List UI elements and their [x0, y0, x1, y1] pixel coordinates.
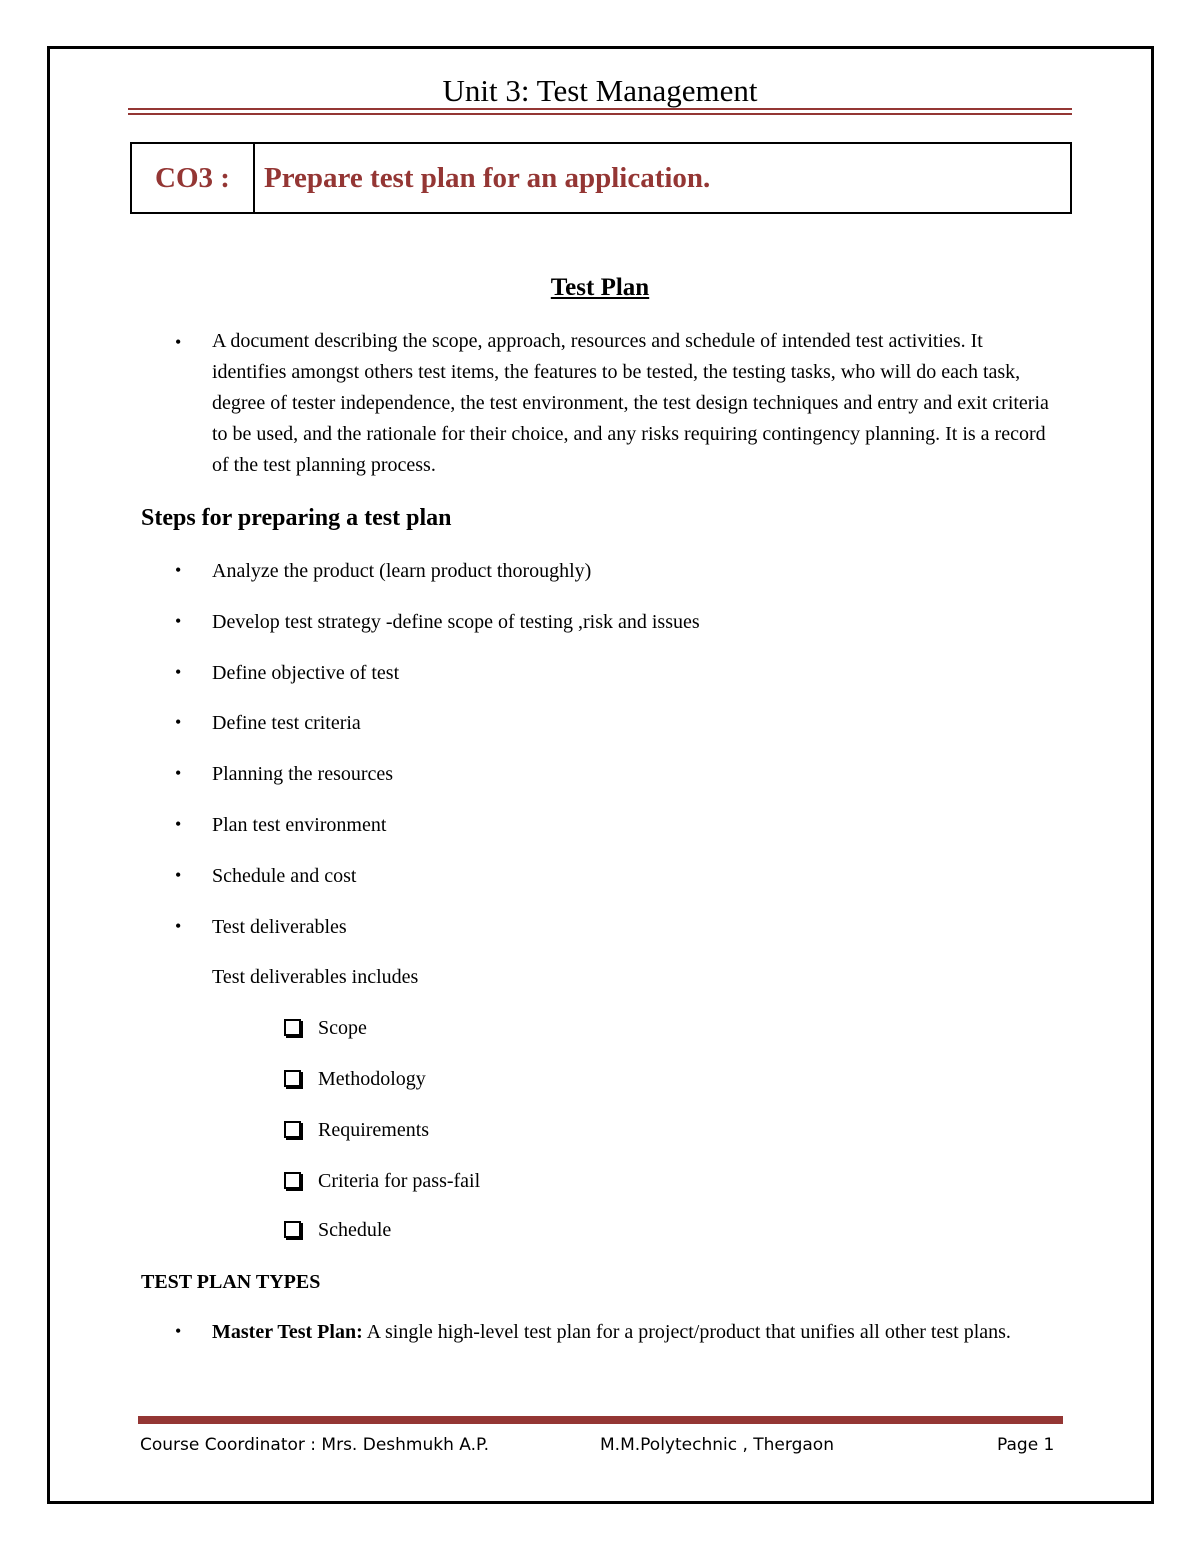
step-item: Develop test strategy -define scope of testing ,risk and issues [212, 611, 700, 633]
bullet-icon: • [175, 560, 182, 580]
deliverable-item: Schedule [318, 1219, 392, 1241]
course-outcome-label: CO3 : [132, 144, 255, 212]
master-test-plan-item [212, 1317, 1072, 1348]
course-outcome-text: Prepare test plan for an application. [264, 161, 711, 194]
bullet-icon: • [175, 712, 182, 732]
course-outcome-box [130, 142, 1072, 214]
bullet-icon: • [175, 332, 182, 352]
footer-coordinator: Course Coordinator : Mrs. Deshmukh A.P. [140, 1435, 490, 1455]
step-item: Define objective of test [212, 662, 400, 684]
bullet-icon: • [175, 1321, 182, 1341]
checkbox-icon [284, 1172, 301, 1189]
footer-institute: M.M.Polytechnic , Thergaon [600, 1435, 834, 1455]
master-test-plan-label: Master Test Plan: [212, 1321, 363, 1343]
checkbox-icon [284, 1221, 301, 1238]
master-test-plan-text: A single high-level test plan for a project/product that unifies all other test plans. [366, 1321, 1011, 1343]
step-item: Test deliverables [212, 916, 347, 938]
steps-heading: Steps for preparing a test plan [141, 505, 452, 531]
deliverable-item: Requirements [318, 1119, 430, 1141]
step-item: Plan test environment [212, 814, 387, 836]
deliverable-item: Scope [318, 1017, 367, 1039]
deliverable-item: Methodology [318, 1068, 426, 1090]
deliverables-intro: Test deliverables includes [212, 966, 419, 988]
bullet-icon: • [175, 611, 182, 631]
bullet-icon: • [175, 662, 182, 682]
checkbox-icon [284, 1121, 301, 1138]
header-rule-top [128, 108, 1072, 110]
bullet-icon: • [175, 865, 182, 885]
section-title: Test Plan [550, 274, 650, 301]
footer-rule [138, 1416, 1063, 1424]
checkbox-icon [284, 1019, 301, 1036]
step-item: Define test criteria [212, 712, 361, 734]
definition-paragraph: A document describing the scope, approach, resources and schedule of intended test activities. It identifies amongst others test items, the features to be tested, the testing tasks, who will do each task, degree of tester independence, the test environment, the test design techniques and entry and exit criteria to be used, and the rationale for their choice, and any risks requiring contingency planning. It is a record of the test planning process. [212, 330, 1049, 476]
checkbox-icon [284, 1070, 301, 1087]
step-item: Planning the resources [212, 763, 394, 785]
step-item: Schedule and cost [212, 865, 357, 887]
bullet-icon: • [175, 814, 182, 834]
step-item: Analyze the product (learn product thoroughly) [212, 560, 592, 582]
bullet-icon: • [175, 763, 182, 783]
deliverable-item: Criteria for pass-fail [318, 1170, 481, 1192]
footer-page-number: Page 1 [997, 1435, 1055, 1455]
page-header-title: Unit 3: Test Management [442, 73, 758, 108]
types-heading: TEST PLAN TYPES [141, 1271, 321, 1293]
bullet-icon: • [175, 916, 182, 936]
header-rule-bottom [128, 113, 1072, 115]
